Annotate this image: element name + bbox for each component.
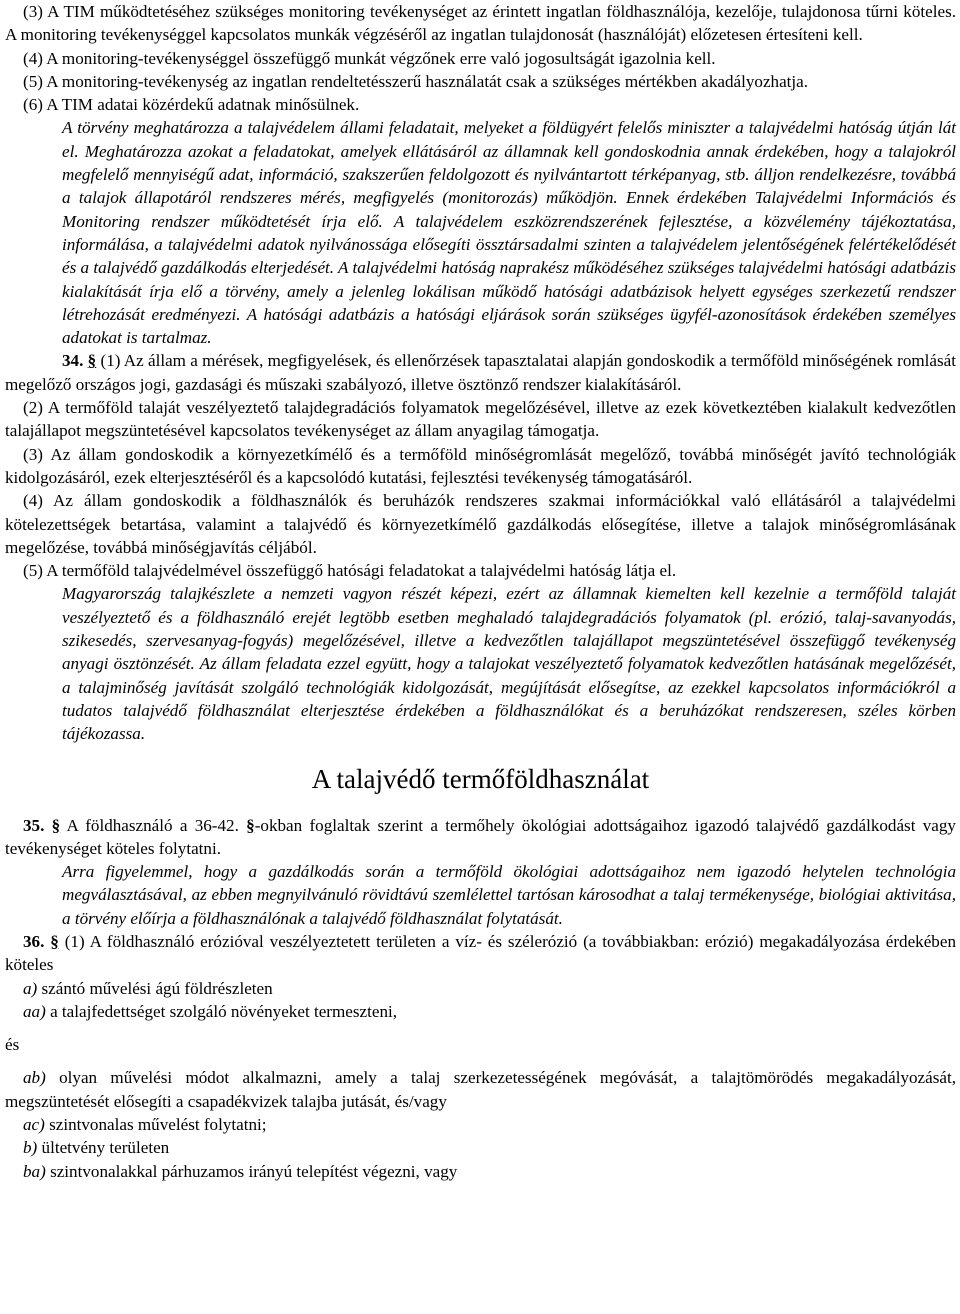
list-text: szintvonalakkal párhuzamos irányú telepítést végezni, vagy: [45, 1161, 458, 1181]
section-36-paragraph-1: [5, 930, 956, 977]
list-item-ac: [5, 1113, 956, 1136]
section-sign-link[interactable]: §: [246, 815, 255, 835]
section-text: (1) Az állam a mérések, megfigyelések, és ellenőrzések tapasztalatai alapján gondoskodik a termőföld minőségének romlását megelőző országos jogi, gazdasági és műszaki szabályozó, illetve ösztönző rendszer kialakításáról.: [5, 351, 957, 394]
section-number: 34.: [62, 351, 84, 371]
list-item-aa: [5, 1000, 956, 1023]
section-text: A földhasználó a 36-42.: [66, 815, 239, 835]
section-number: 36.: [23, 931, 45, 951]
section-text: -okban foglaltak szerint a termőhely ökológiai adottságaihoz igazodó talajvédő gazdálkodást vagy tevékenységet köteles folytatni.: [5, 815, 956, 858]
list-label: ba): [23, 1161, 46, 1181]
section-number: 35.: [23, 815, 45, 835]
list-conjunction: [5, 1033, 956, 1056]
list-item-ba: [5, 1160, 956, 1183]
section-34-paragraph-2: (2) A termőföld talaját veszélyeztető talajdegradációs folyamatok megelőzésével, illetve az ezek következtében kialakult kedvezőtlen talajállapot megszüntetésével kapcsolatos tevékenységet az állam anyagilag támogatja.: [5, 398, 956, 441]
section-34-paragraph-3: (3) Az állam gondoskodik a környezetkímélő és a termőföld minőségromlását megelőző, továbbá minőségét javító technológiák kidolgozásáról, ezek elterjesztéséről és a kapcsolódó kutatási, fejlesztési tevékenység támogatásáról.: [5, 444, 956, 487]
paragraph-monitoring-6: (6) A TIM adatai közérdekű adatnak minősülnek.: [23, 95, 360, 115]
list-text: a talajfedettséget szolgáló növényeket termeszteni,: [45, 1001, 398, 1021]
list-text: és: [5, 1035, 20, 1055]
paragraph-monitoring-5: (5) A monitoring-tevékenység az ingatlan rendeltetésszerű használatát csak a szükséges mértékben akadályozhatja.: [23, 71, 809, 91]
section-34-paragraph-5: (5) A termőföld talajvédelmével összefüggő hatósági feladatokat a talajvédelmi hatóság látja el.: [23, 561, 677, 581]
section-text: (1) A földhasználó erózióval veszélyeztetett területen a víz- és szélerózió (a továbbiakban: erózió) megakadályozása érdekében köteles: [5, 931, 956, 975]
section-sign-link[interactable]: §: [87, 351, 97, 371]
list-text: szintvonalas művelést folytatni;: [44, 1115, 267, 1135]
section-34-paragraph-4: (4) Az állam gondoskodik a földhasználók és beruházók rendszeres szakmai információkkal való ellátásáról a talajvédelmi kötelezettségek betartása, valamint a talajvédő és környezetkímélő gazdálkodás elősegítése, illetve a talajok minőségromlásának megelőzése, továbbá minőségjavítás céljából.: [5, 491, 956, 557]
list-item-a: [5, 977, 956, 1000]
paragraph-monitoring-3: (3) A TIM működtetéséhez szükséges monitoring tevékenységet az érintett ingatlan földhasználója, kezelője, tulajdonosa tűrni köteles. A monitoring tevékenységgel kapcsolatos munkák végzéséről az ingatlan tulajdonosát (használóját) előzetesen értesíteni kell.: [5, 2, 956, 45]
section-35-paragraph: [5, 814, 956, 861]
list-label: a): [23, 978, 38, 998]
paragraph-monitoring-4: (4) A monitoring-tevékenységgel összefüggő munkát végzőnek erre való jogosultságát igazolnia kell.: [23, 48, 716, 68]
section-heading: A talajvédő termőföldhasználat: [311, 763, 650, 794]
list-item-ab: [5, 1066, 956, 1113]
list-item-b: [5, 1136, 956, 1159]
section-34-paragraph-1: [5, 349, 956, 396]
commentary-paragraph-3: Arra figyelemmel, hogy a gazdálkodás során a termőföld ökológiai adottságaihoz nem igazodó helytelen technológia megválasztásával, az ebben megnyilvánuló rövidtávú szemlélettel tartósan károsodhat a talaj termékenysége, biológiai aktivitása, a törvény előírja a földhasználónak a talajvédő földhasználat folytatását.: [62, 862, 956, 928]
list-text: szántó művelési ágú földrészleten: [37, 978, 273, 998]
section-sign-link[interactable]: §: [51, 815, 61, 835]
commentary-paragraph-2: Magyarország talajkészlete a nemzeti vagyon részét képezi, ezért az államnak kiemelten kell kezelnie a termőföld talaját veszélyeztető és a földhasználó erejét legtöbb esetben meghaladó talajdegradációs folyamatok (pl. erózió, talaj-savanyodás, szikesedés, szervesanyag-fogyás) megelőzésével, illetve a kedvezőtlen talajállapot megszüntetésével összefüggő tevékenység anyagi ösztönzését. Az állam feladata ezzel együtt, hogy a talajokat veszélyeztető folyamatok kedvezőtlen hatásának megelőzését, a talajminőség javítását szolgáló technológiák kidolgozását, megújítását elősegítse, az ezekkel kapcsolatos információkról a tudatos talajvédő földhasználat elterjesztése érdekében a földhasználókat és a beruházókat rendszeresen, széles körben tájékozassa.: [62, 584, 956, 744]
list-label: b): [23, 1138, 38, 1158]
list-label: ac): [23, 1115, 45, 1135]
section-sign-link[interactable]: §: [50, 931, 59, 951]
commentary-paragraph-1: A törvény meghatározza a talajvédelem állami feladatait, melyeket a földügyért felelős miniszter a talajvédelmi hatóság útján lát el. Meghatározza azokat a feladatokat, amelyek ellátásáról az államnak kell gondoskodnia annak érdekében, hogy a talajokról megfelelő mennyiségű adat, információ, szakszerűen feldolgozott és nyilvántartott térképanyag, stb. álljon rendelkezésre, továbbá a talajok állapotáról rendszeres mérés, megfigyelés (monitorozás) működjön. Ennek érdekében Talajvédelmi Információs és Monitoring rendszer működtetését írja elő. A talajvédelem eszközrendszerének fejlesztése, a közvélemény tájékoztatása, informálása, a talajvédelmi adatok nyilvánossága elősegíti össztársadalmi szinten a talajvédelem jelentőségének felértékelődését és a talajvédő gazdálkodás elterjedését. A talajvédelmi hatóság naprakész működéséhez szükséges talajvédelmi hatósági adatbázis kialakítását írja elő a törvény, amely a jelenleg lokálisan működő hatósági adatbázisok helyett egységes szerkezetű rendszer létrehozását eredményezi. A hatósági adatbázis a hatósági eljárások során szükséges ügyfél-azonosítások érdekében személyes adatokat is tartalmaz.: [62, 118, 956, 348]
list-text: ültetvény területen: [37, 1138, 170, 1158]
list-text: olyan művelési módot alkalmazni, amely a talaj szerkezetességének megóvását, a talajtömörödés megakadályozását, megszüntetését elősegíti a csapadékvizek talajba jutását, és/vagy: [5, 1068, 956, 1111]
list-label: aa): [23, 1001, 46, 1021]
list-label: ab): [23, 1068, 46, 1088]
